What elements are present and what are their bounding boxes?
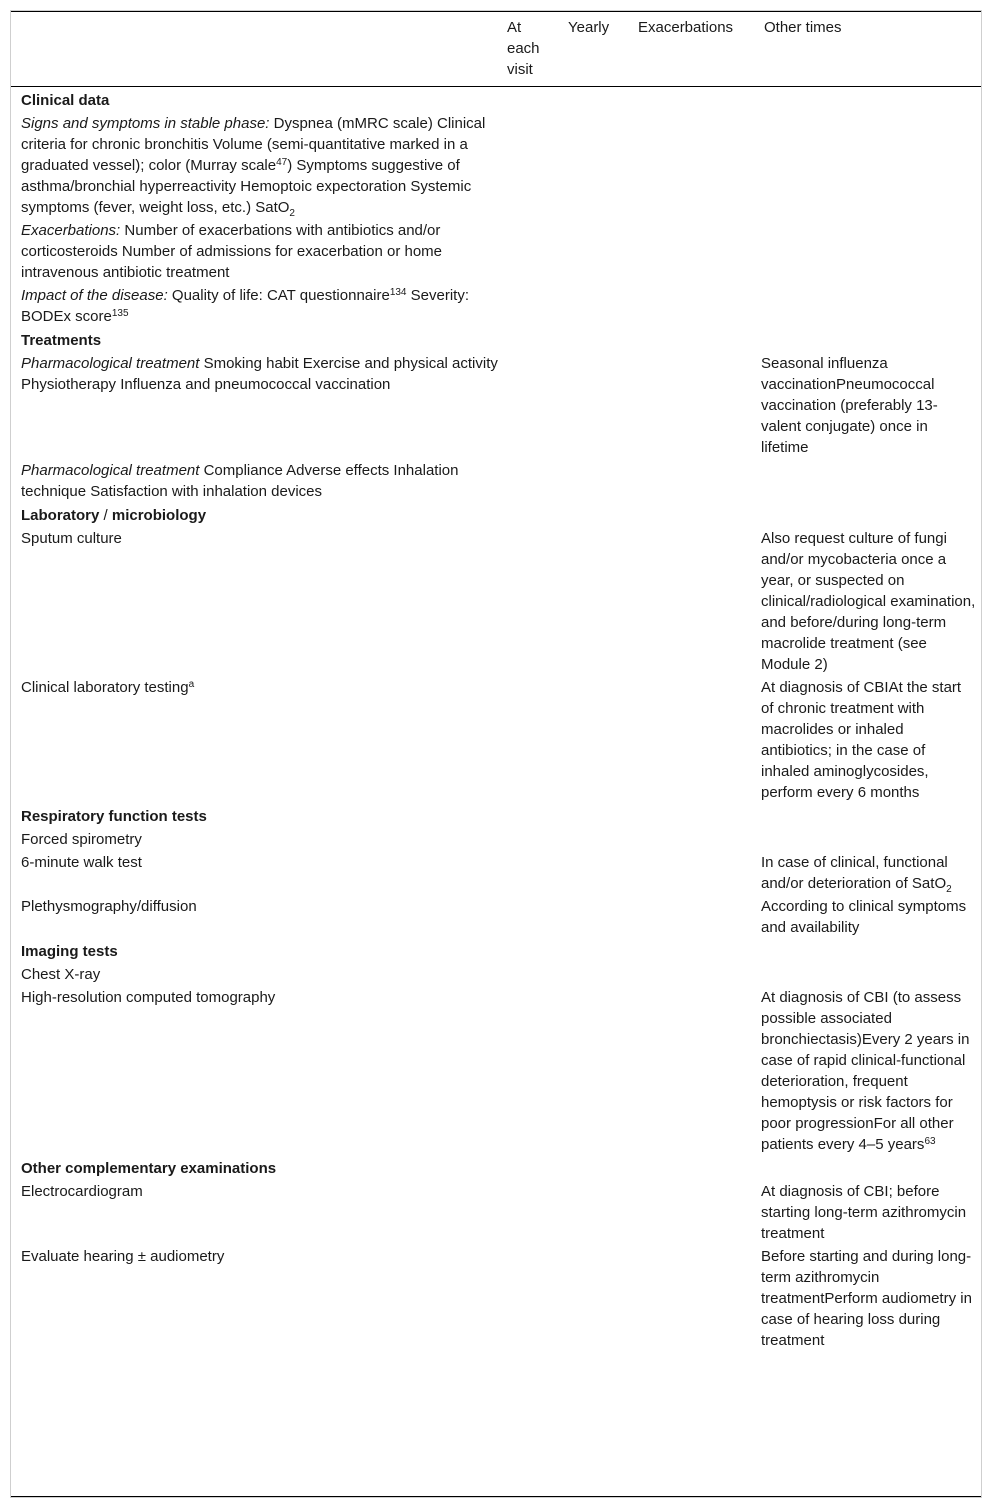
- section-other-exams: Other complementary examinations: [21, 1160, 277, 1177]
- table-row: [11, 676, 981, 804]
- table-row: [11, 459, 981, 503]
- cell-exacerbations: [632, 112, 758, 219]
- header-row: [11, 12, 981, 87]
- reference-sup: 47: [276, 157, 288, 168]
- row-text: Smoking habit Exercise and physical activity Physiotherapy Influenza and pneumococcal vaccination: [21, 355, 498, 393]
- cell-each-visit: [507, 112, 562, 219]
- row-item: [11, 219, 507, 284]
- row-label: Signs and symptoms in stable phase:: [21, 115, 270, 132]
- section-title-sep: /: [99, 507, 112, 524]
- cell-text: In case of clinical, functional and/or deterioration of SatO: [761, 854, 948, 892]
- cell-other-times: Seasonal influenza vaccinationPneumococcal vaccination (preferably 13-valent conjugate) once in lifetime: [761, 355, 938, 456]
- row-item: Plethysmography/diffusion: [21, 898, 197, 915]
- cell-text: At diagnosis of CBI (to assess possible associated bronchiectasis)Every 2 years in case of rapid clinical-functional deterioration, frequent hemoptysis or risk factors for poor progressionFor all other patients every 4–5 years: [761, 989, 970, 1153]
- row-text: Number of exacerbations with antibiotics and/or corticosteroids Number of admissions for exacerbation or home intravenous antibiotic treatment: [21, 222, 443, 281]
- cell-other-times: At diagnosis of CBIAt the start of chronic treatment with macrolides or inhaled antibiotics; in the case of inhaled aminoglycosides, perform every 6 months: [761, 679, 962, 801]
- section-row: [11, 328, 981, 352]
- cell-other-times: [758, 112, 981, 219]
- header-each-visit: At each visit: [507, 19, 540, 78]
- section-row: [11, 87, 981, 113]
- row-label: Impact of the disease:: [21, 287, 168, 304]
- cell-other-times: [758, 986, 981, 1156]
- reference-sup: 135: [111, 308, 129, 319]
- cell-other-times: Before starting and during long-term azithromycin treatmentPerform audiometry in case of hearing loss during treatment: [761, 1248, 972, 1349]
- table-row: [11, 986, 981, 1156]
- row-text: Dyspnea (mMRC scale) Clinical criteria for chronic bronchitis Volume (semi-quantitative marked in a graduated vessel); color (Murray scale: [21, 115, 486, 174]
- cell-other-times: At diagnosis of CBI; before starting long-term azithromycin treatment: [761, 1183, 967, 1242]
- table-row: [11, 828, 981, 851]
- subscript: 2: [946, 884, 952, 895]
- cell-other-times: Also request culture of fungi and/or mycobacteria once a year, or suspected on clinical/radiological examination, and before/during long-term macrolide treatment (see Module 2): [761, 530, 976, 673]
- section-title-part: Laboratory: [21, 507, 100, 524]
- cell-yearly: [562, 112, 632, 219]
- row-item: Sputum culture: [21, 530, 122, 547]
- row-item: Chest X-ray: [21, 966, 101, 983]
- table-row: [11, 1180, 981, 1245]
- subscript: 2: [289, 208, 295, 219]
- row-text: ) Symptoms suggestive of asthma/bronchial hyperreactivity Hemoptoic expectoration Systemic symptoms (fever, weight loss, etc.) SatO: [21, 157, 472, 216]
- table-row: [11, 527, 981, 676]
- table-row: [11, 219, 981, 284]
- header-yearly: Yearly: [568, 19, 610, 36]
- section-clinical-data: Clinical data: [21, 92, 110, 109]
- row-item: Forced spirometry: [21, 831, 142, 848]
- header-other-times: Other times: [764, 19, 842, 36]
- table-row: [11, 895, 981, 939]
- row-label: Pharmacological treatment: [21, 462, 200, 479]
- footnote-sup: a: [188, 679, 195, 690]
- table-row: [11, 352, 981, 459]
- section-row: [11, 804, 981, 828]
- row-item: [11, 352, 507, 459]
- section-row: [11, 503, 981, 527]
- section-row: [11, 1156, 981, 1180]
- follow-up-table: [11, 11, 981, 1352]
- table-body: [11, 87, 981, 1353]
- section-title-part: microbiology: [111, 507, 207, 524]
- row-item: Electrocardiogram: [21, 1183, 143, 1200]
- row-item: [11, 112, 507, 219]
- table-row: [11, 284, 981, 328]
- cell-other-times: [758, 851, 981, 895]
- section-imaging: Imaging tests: [21, 943, 118, 960]
- header-item: [11, 12, 507, 87]
- section-row: [11, 939, 981, 963]
- row-item: 6-minute walk test: [21, 854, 142, 871]
- row-text: Clinical laboratory testing: [21, 679, 189, 696]
- row-text: Severity: BODEx score: [21, 287, 470, 325]
- table-header: [11, 12, 981, 87]
- row-item: [11, 284, 507, 328]
- row-text: Quality of life: CAT questionnaire: [167, 287, 390, 304]
- table-row: [11, 963, 981, 986]
- row-item: [11, 459, 507, 503]
- header-exacerbations: Exacerbations: [638, 19, 734, 36]
- section-laboratory: [11, 503, 981, 527]
- reference-sup: 134: [389, 287, 407, 298]
- table-row: [11, 112, 981, 219]
- table-bottom-rule: [11, 1496, 981, 1497]
- section-treatments: Treatments: [21, 332, 102, 349]
- row-item: Evaluate hearing ± audiometry: [21, 1248, 225, 1265]
- section-respiratory: Respiratory function tests: [21, 808, 207, 825]
- row-item: High-resolution computed tomography: [21, 989, 276, 1006]
- row-label: Pharmacological treatment: [21, 355, 200, 372]
- table-row: [11, 1245, 981, 1352]
- reference-sup: 63: [924, 1136, 936, 1147]
- table-row: [11, 851, 981, 895]
- row-item: [11, 676, 507, 804]
- row-label: Exacerbations:: [21, 222, 121, 239]
- row-text: Compliance Adverse effects Inhalation technique Satisfaction with inhalation devices: [21, 462, 459, 500]
- cell-other-times: According to clinical symptoms and availability: [761, 898, 967, 936]
